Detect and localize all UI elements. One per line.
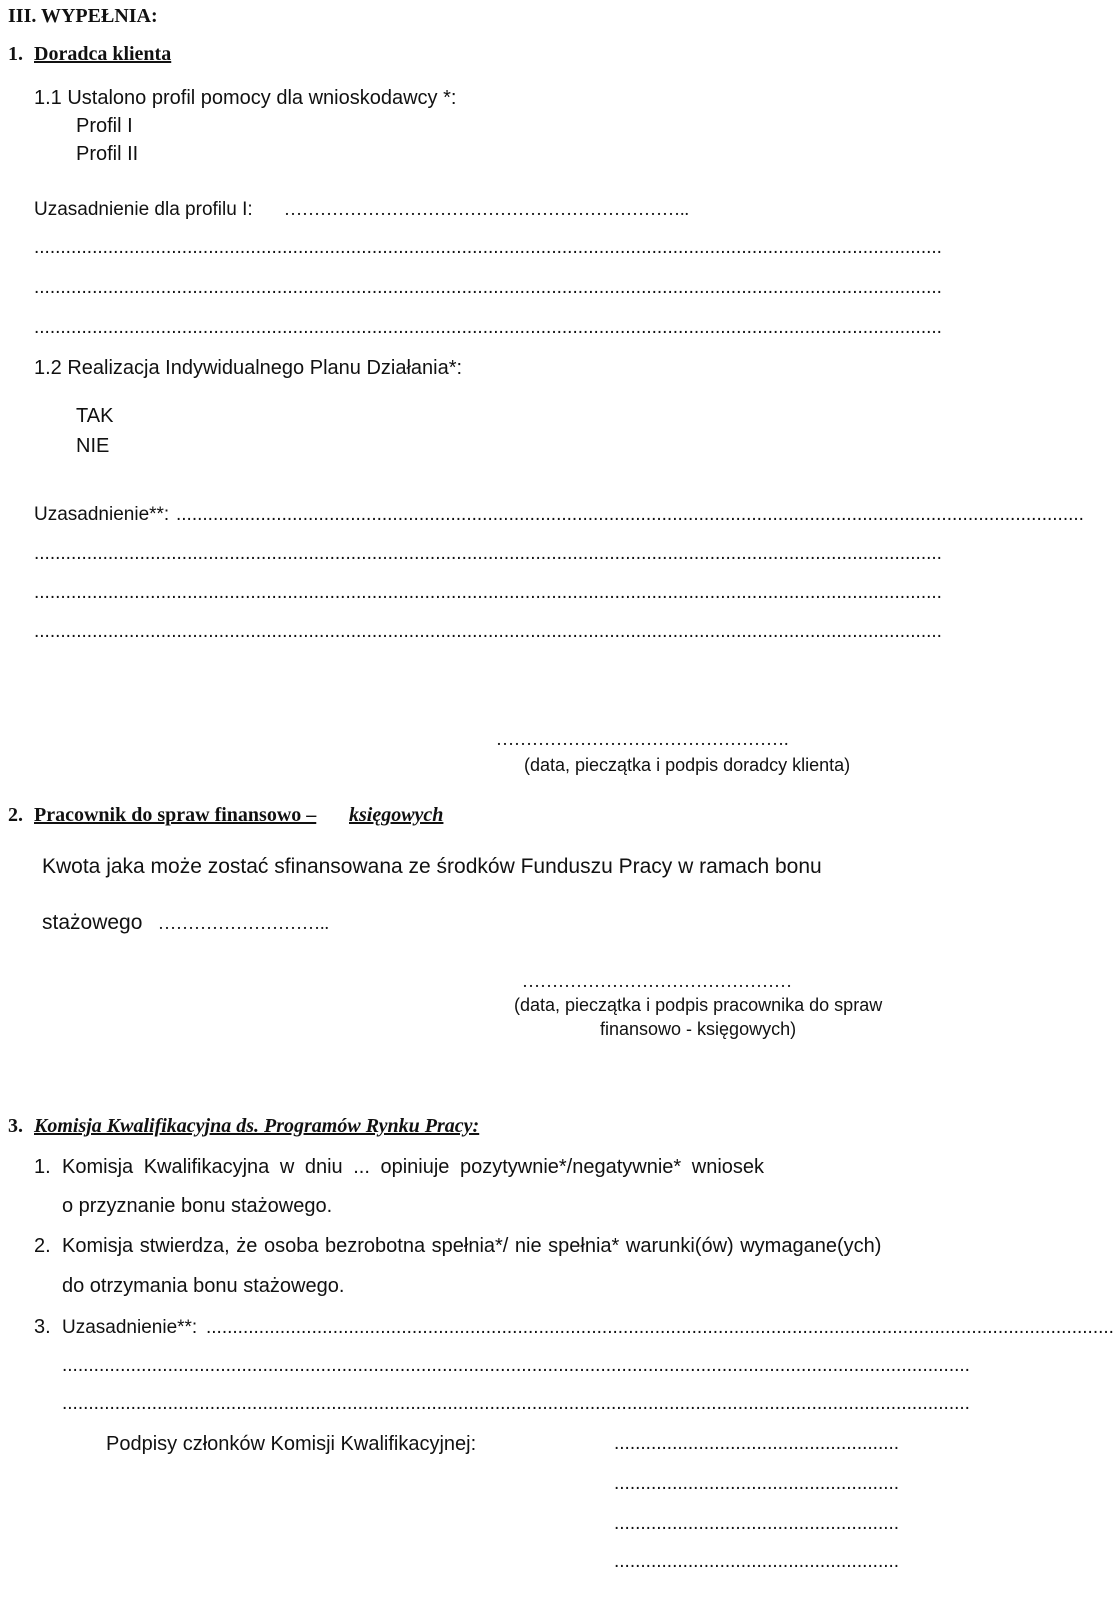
amount-text: Kwota jaka może zostać sfinansowana ze środków Funduszu Pracy w ramach bonu bbox=[42, 855, 822, 878]
profile-justification-line[interactable]: ............................................................................................................................................................................ bbox=[34, 277, 942, 298]
section-1-number: 1. bbox=[8, 43, 23, 65]
section-3-number: 3. bbox=[8, 1115, 23, 1137]
ipd-justification-line[interactable]: ............................................................................................................................................................................ bbox=[34, 621, 942, 642]
profile-option-2[interactable]: Profil II bbox=[76, 143, 139, 165]
committee-justification-field[interactable]: ............................................................................................................................................................................ bbox=[206, 1317, 1114, 1338]
section-2-title: Pracownik do spraw finansowo – bbox=[34, 804, 317, 826]
finance-signature-caption-continued: finansowo - księgowych) bbox=[600, 1019, 797, 1039]
amount-field[interactable]: ……………………….. bbox=[158, 913, 329, 933]
committee-justification-label: Uzasadnienie**: bbox=[62, 1317, 198, 1338]
committee-signatures-label: Podpisy członków Komisji Kwalifikacyjnej: bbox=[106, 1433, 477, 1455]
amount-text-continued: stażowego bbox=[42, 911, 143, 934]
section-title: III. WYPEŁNIA: bbox=[8, 5, 158, 27]
advisor-signature-line[interactable]: …………………………………………. bbox=[496, 729, 789, 749]
profile-question-label: 1.1 Ustalono profil pomocy dla wnioskodawcy *: bbox=[34, 87, 457, 109]
profile-justification-line[interactable]: ............................................................................................................................................................................ bbox=[34, 237, 942, 258]
committee-item-2-text-continued: do otrzymania bonu stażowego. bbox=[62, 1275, 345, 1297]
finance-signature-caption: (data, pieczątka i podpis pracownika do spraw bbox=[514, 995, 883, 1015]
committee-justification-line[interactable]: ............................................................................................................................................................................ bbox=[62, 1393, 970, 1414]
committee-item-1-text: Komisja Kwalifikacyjna w dniu ... opiniuje pozytywnie*/negatywnie* wniosek bbox=[62, 1156, 765, 1178]
ipd-justification-line[interactable]: ............................................................................................................................................................................ bbox=[34, 543, 942, 564]
committee-item-1-number: 1. bbox=[34, 1156, 51, 1178]
ipd-option-no[interactable]: NIE bbox=[76, 435, 110, 457]
committee-signature-line[interactable]: ...................................................... bbox=[614, 1473, 900, 1494]
committee-item-3-number: 3. bbox=[34, 1316, 51, 1338]
profile-option-1[interactable]: Profil I bbox=[76, 115, 133, 137]
advisor-signature-caption: (data, pieczątka i podpis doradcy klienta) bbox=[524, 755, 851, 775]
ipd-justification-field[interactable]: ............................................................................................................................................................................ bbox=[176, 504, 1084, 525]
ipd-justification-line[interactable]: ............................................................................................................................................................................ bbox=[34, 582, 942, 603]
ipd-question-label: 1.2 Realizacja Indywidualnego Planu Działania*: bbox=[34, 357, 463, 379]
committee-signature-line[interactable]: ...................................................... bbox=[614, 1433, 900, 1454]
finance-signature-line[interactable]: ……………………………………… bbox=[522, 971, 792, 991]
ipd-option-yes[interactable]: TAK bbox=[76, 405, 114, 427]
committee-item-2-number: 2. bbox=[34, 1235, 51, 1257]
profile-justification-label: Uzasadnienie dla profilu I: bbox=[34, 199, 253, 220]
committee-signature-line[interactable]: ...................................................... bbox=[614, 1513, 900, 1534]
section-1-title: Doradca klienta bbox=[34, 43, 172, 65]
committee-item-2-text: Komisja stwierdza, że osoba bezrobotna spełnia*/ nie spełnia* warunki(ów) wymagane(ych) bbox=[62, 1235, 882, 1257]
committee-signature-line[interactable]: ...................................................... bbox=[614, 1551, 900, 1572]
section-2-title-italic: księgowych bbox=[349, 804, 444, 826]
committee-item-1-text-continued: o przyznanie bonu stażowego. bbox=[62, 1195, 333, 1217]
section-3-title: Komisja Kwalifikacyjna ds. Programów Rynku Pracy: bbox=[34, 1115, 480, 1137]
ipd-justification-label: Uzasadnienie**: bbox=[34, 504, 170, 525]
profile-justification-line[interactable]: ............................................................................................................................................................................ bbox=[34, 317, 942, 338]
section-2-number: 2. bbox=[8, 804, 23, 826]
committee-justification-line[interactable]: ............................................................................................................................................................................ bbox=[62, 1355, 970, 1376]
profile-justification-field[interactable]: ………………………………………………………….. bbox=[284, 199, 689, 219]
